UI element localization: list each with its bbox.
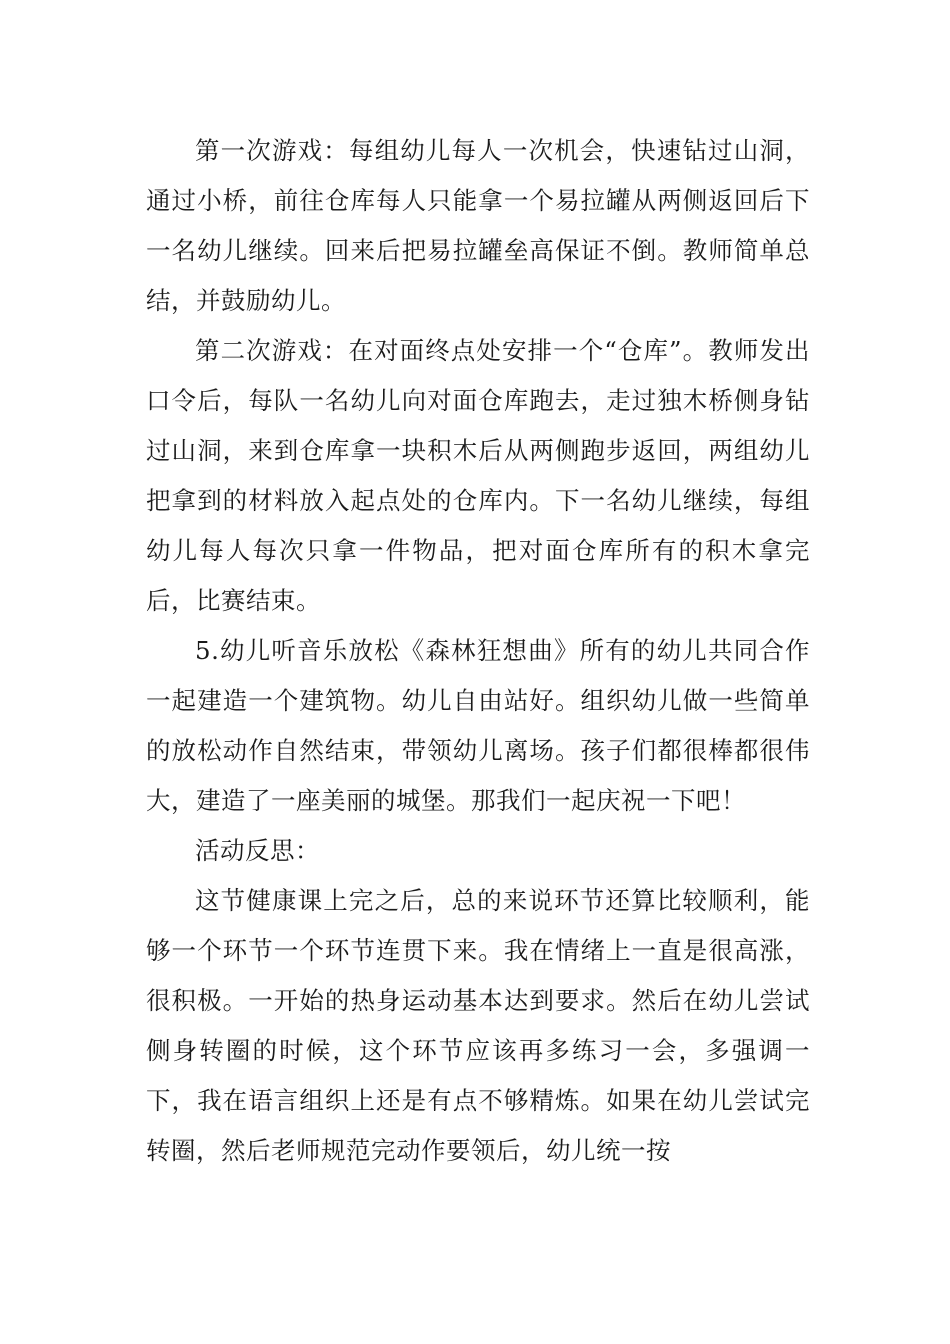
paragraph-reflection-body: 这节健康课上完之后，总的来说环节还算比较顺利，能够一个环节一个环节连贯下来。我在情绪上一直是很高涨，很积极。一开始的热身运动基本达到要求。然后在幼儿尝试侧身转圈的时候，这个环节应该再多练习一会，多强调一下，我在语言组织上还是有点不够精炼。如果在幼儿尝试完转圈，然后老师规范完动作要领后，幼儿统一按: [146, 886, 810, 1165]
paragraph-game-one: 第一次游戏：每组幼儿每人一次机会，快速钻过山洞，通过小桥，前往仓库每人只能拿一个易拉罐从两侧返回后下一名幼儿继续。回来后把易拉罐垒高保证不倒。教师简单总结，并鼓励幼儿。: [146, 136, 810, 315]
paragraph-music-relax: 5.幼儿听音乐放松《森林狂想曲》所有的幼儿共同合作一起建造一个建筑物。幼儿自由站好。组织幼儿做一些简单的放松动作自然结束，带领幼儿离场。孩子们都很棒都很伟大，建造了一座美丽的城堡。那我们一起庆祝一下吧！: [146, 636, 810, 815]
paragraph-game-two: 第二次游戏：在对面终点处安排一个“仓库”。教师发出口令后，每队一名幼儿向对面仓库跑去，走过独木桥侧身钻过山洞，来到仓库拿一块积木后从两侧跑步返回，两组幼儿把拿到的材料放入起点处的仓库内。下一名幼儿继续，每组幼儿每人每次只拿一件物品，把对面仓库所有的积木拿完后，比赛结束。: [146, 336, 810, 615]
paragraph-reflection-heading: 活动反思：: [195, 836, 320, 865]
document-body: [146, 126, 810, 1176]
